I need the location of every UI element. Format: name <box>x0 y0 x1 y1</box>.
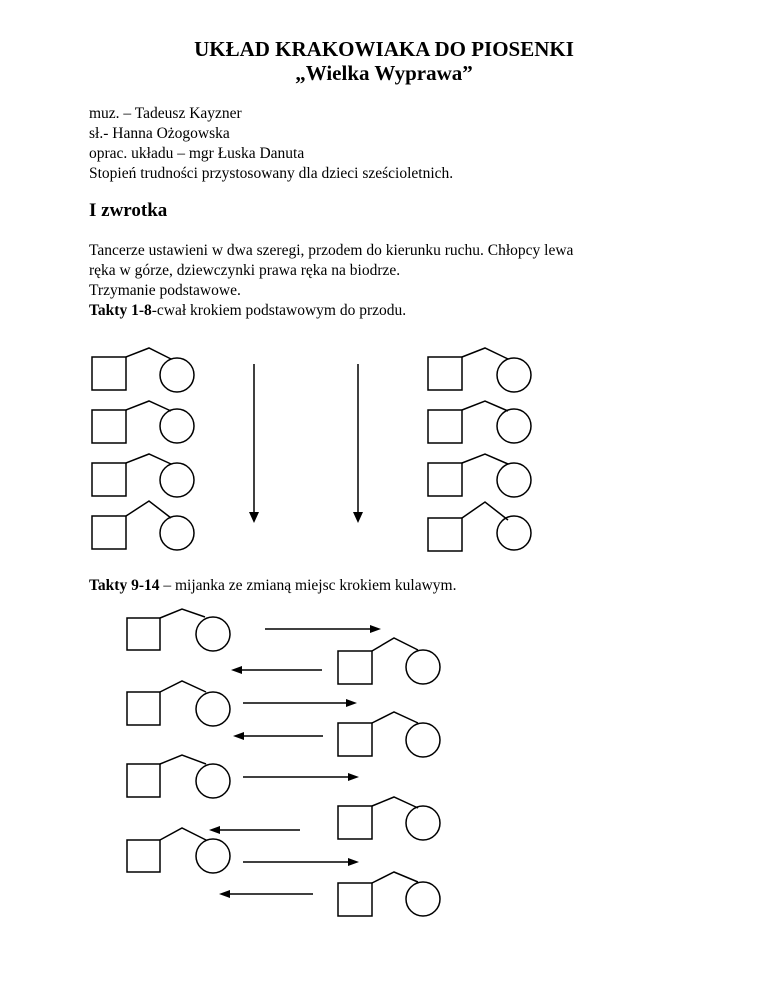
girl-circle <box>160 463 194 497</box>
song-title: „Wielka Wyprawa” <box>295 61 473 85</box>
boy-square <box>338 883 372 916</box>
bars-9-14-instruction <box>89 576 456 596</box>
girl-circle <box>406 882 440 916</box>
description-line-3: Trzymanie podstawowe. <box>89 282 241 299</box>
pair-left-2 <box>127 681 230 726</box>
hold-line <box>372 797 418 808</box>
section-heading: I zwrotka <box>89 200 168 221</box>
girl-circle <box>497 463 531 497</box>
arrow-right-4 <box>243 858 359 866</box>
hold-line <box>462 401 508 411</box>
girl-circle <box>160 409 194 443</box>
bars-9-14-label: Takty 9-14 <box>89 577 160 594</box>
description-line-1: Tancerze ustawieni w dwa szeregi, przodem do kierunku ruchu. Chłopcy lewa <box>89 242 574 259</box>
boy-square <box>127 840 160 872</box>
bars-1-8-text: -cwał krokiem podstawowym do przodu. <box>151 302 407 319</box>
girl-circle <box>160 358 194 392</box>
hold-line <box>462 348 508 359</box>
pair-right-3 <box>428 454 531 497</box>
hold-line <box>462 454 508 464</box>
girl-circle <box>406 650 440 684</box>
pair-right-3 <box>338 797 440 840</box>
boy-square <box>428 463 462 496</box>
hold-line <box>372 712 418 723</box>
hold-line <box>126 348 171 359</box>
hold-line <box>126 501 171 518</box>
formation-diagram-bars-9-14 <box>0 600 768 930</box>
hold-line <box>160 609 205 618</box>
hold-line <box>126 401 171 411</box>
girl-circle <box>406 723 440 757</box>
arrow-right-1 <box>265 625 381 633</box>
hold-line <box>462 502 508 520</box>
boy-square <box>338 806 372 839</box>
boy-square <box>428 410 462 443</box>
pair-left-4 <box>127 828 230 873</box>
girl-circle <box>497 358 531 392</box>
boy-square <box>127 692 160 725</box>
arrow-down-left <box>249 364 259 523</box>
boy-square <box>127 764 160 797</box>
lyrics-credit: sł.- Hanna Ożogowska <box>89 125 230 142</box>
boy-square <box>127 618 160 650</box>
pair-right-1 <box>338 638 440 684</box>
bars-1-8-instruction <box>89 301 406 321</box>
girl-circle <box>196 839 230 873</box>
boy-square <box>338 723 372 756</box>
girl-circle <box>196 764 230 798</box>
boy-square <box>92 357 126 390</box>
description-line-2: ręka w górze, dziewczynki prawa ręka na biodrze. <box>89 262 401 279</box>
difficulty-note: Stopień trudności przystosowany dla dzieci sześcioletnich. <box>89 165 454 182</box>
boy-square <box>338 651 372 684</box>
hold-line <box>372 638 418 651</box>
hold-line <box>372 872 418 883</box>
girl-circle <box>497 516 531 550</box>
boy-square <box>428 518 462 551</box>
pair-left-4 <box>92 501 194 550</box>
girl-circle <box>160 516 194 550</box>
girl-circle <box>196 617 230 651</box>
pair-right-2 <box>428 401 531 443</box>
girl-circle <box>406 806 440 840</box>
arrow-left-2 <box>233 732 323 740</box>
pair-left-1 <box>92 348 194 392</box>
pair-right-2 <box>338 712 440 757</box>
hold-line <box>126 454 171 464</box>
boy-square <box>92 516 126 549</box>
boy-square <box>92 410 126 443</box>
pair-left-3 <box>127 755 230 798</box>
boy-square <box>428 357 462 390</box>
hold-line <box>160 755 206 764</box>
hold-line <box>160 828 206 840</box>
pair-left-2 <box>92 401 194 443</box>
arrow-right-3 <box>243 773 359 781</box>
arrangement-credit: oprac. układu – mgr Łuska Danuta <box>89 145 305 162</box>
document-title: UKŁAD KRAKOWIAKA DO PIOSENKI <box>194 37 574 61</box>
pair-right-4 <box>428 502 531 551</box>
pair-right-1 <box>428 348 531 392</box>
music-credit: muz. – Tadeusz Kayzner <box>89 105 242 122</box>
arrow-left-1 <box>231 666 322 674</box>
pair-right-4 <box>338 872 440 916</box>
arrow-left-3 <box>209 826 300 834</box>
girl-circle <box>497 409 531 443</box>
formation-diagram-bars-1-8 <box>0 340 768 560</box>
arrow-right-2 <box>243 699 357 707</box>
pair-left-1 <box>127 609 230 651</box>
bars-9-14-text: – mijanka ze zmianą miejsc krokiem kulawym. <box>159 577 457 594</box>
arrow-down-right <box>353 364 363 523</box>
arrow-left-4 <box>219 890 313 898</box>
girl-circle <box>196 692 230 726</box>
hold-line <box>160 681 206 692</box>
bars-1-8-label: Takty 1-8 <box>89 302 152 319</box>
boy-square <box>92 463 126 496</box>
pair-left-3 <box>92 454 194 497</box>
